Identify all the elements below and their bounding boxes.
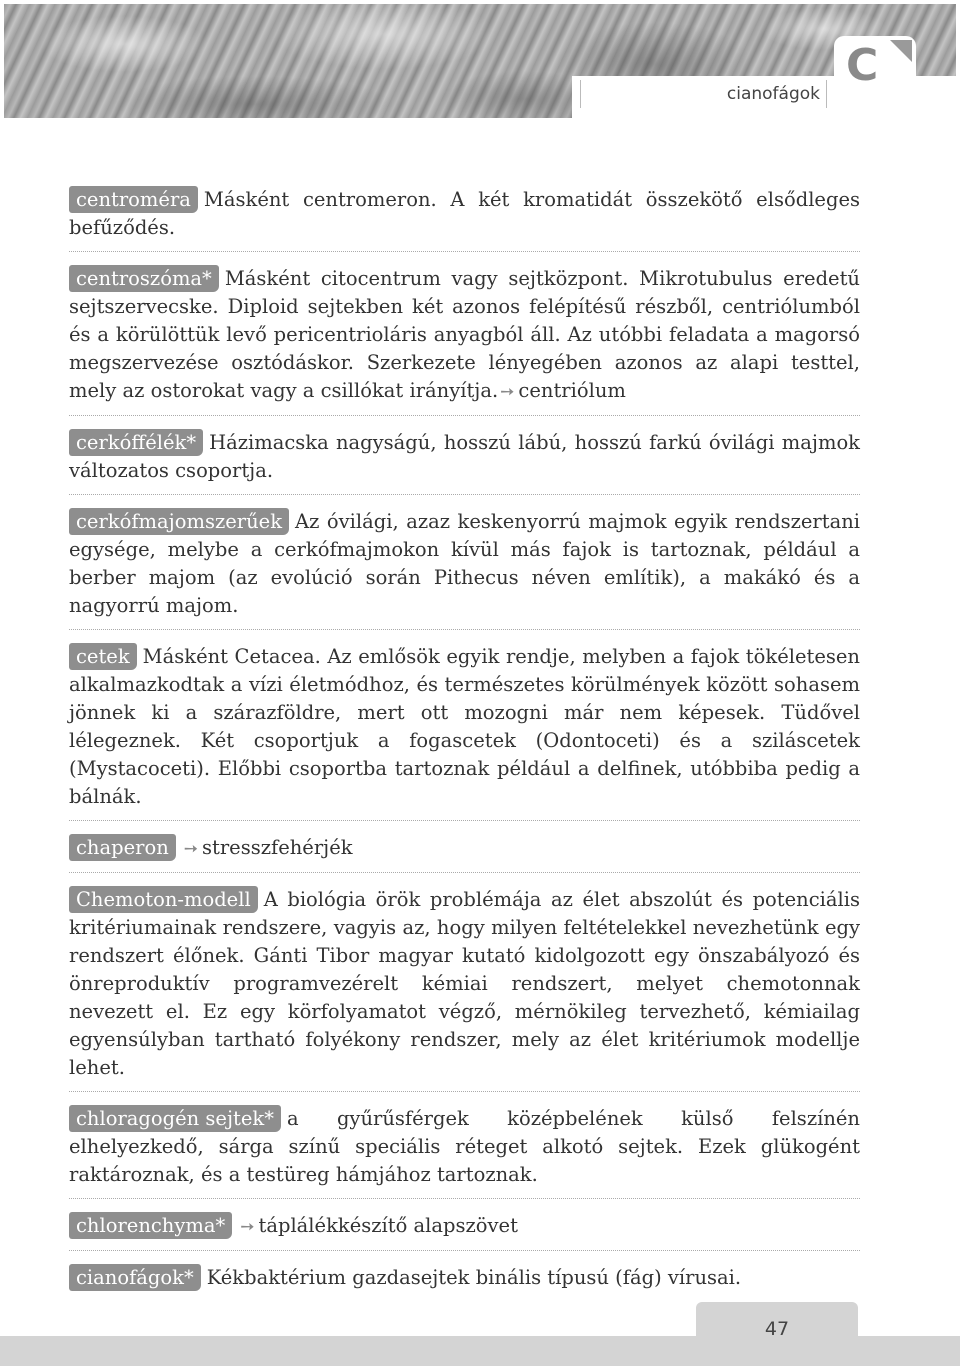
glossary-entry xyxy=(69,834,860,873)
header-rule-left xyxy=(580,80,581,108)
entry-term: centroszóma* xyxy=(69,265,219,292)
entry-cross-reference[interactable]: stresszfehérjék xyxy=(202,836,353,859)
entry-text: Másként citocentrum vagy sejtközpont. Mikrotubulus eredetű sejtszervecske. Diploid sejtekben két azonos felépítésű részből, centriólumból és a körülöttük levő pericentrioláris anyagból áll. Az utóbbi feladata a magorsó megszervezése osztódáskor. Szerkezete lényegében azonos az alapi testtel, mely az ostorokat vagy a csillókat irányítja. xyxy=(69,267,860,402)
entry-term: cerkóffélék* xyxy=(69,429,203,456)
section-letter: C xyxy=(846,40,879,91)
glossary-entry xyxy=(69,1105,860,1199)
entry-text: Másként centromeron. A két kromatidát összekötő elsődleges befűződés. xyxy=(69,188,860,239)
header-rule-right xyxy=(826,80,827,108)
entry-text: Házimacska nagyságú, hosszú lábú, hosszú farkú óvilági majmok változatos csoportja. xyxy=(69,431,860,482)
entry-text: a gyűrűsférgek középbelének külső felszínén elhelyezkedő, sárga színű speciális réteget alkotó sejtek. Ezek glükogént raktároznak, és a testüreg hámjához tartoznak. xyxy=(69,1107,860,1186)
glossary-entry xyxy=(69,265,860,416)
entry-text: Másként Cetacea. Az emlősök egyik rendje, melyben a fajok tökéletesen alkalmazkodtak a vízi életmódhoz, és természetes körülmények között sohasem jönnek ki a szárazföldre, mert ott mozogni már nem képesek. Tüdővel lélegeznek. Két csoportjuk a fogascetek (Odontoceti) és a sziláscetek (Mystacoceti). Előbbi csoportba tartoznak például a delfinek, utóbbiba pedig a bálnák. xyxy=(69,645,860,808)
entry-term: chaperon xyxy=(69,834,176,861)
glossary-entry xyxy=(69,186,860,252)
corner-fold-icon xyxy=(890,40,912,62)
entry-text: Az óvilági, azaz keskenyorrú majmok egyik rendszertani egysége, melybe a cerkófmajmokon kívül más fajok is tartoznak, például a berber majom (az evolúció során Pithecus néven említik), a makákó és a nagyorrú majom. xyxy=(69,510,860,617)
entry-text: Kékbaktérium gazdasejtek binális típusú (fág) vírusai. xyxy=(206,1266,742,1289)
glossary-entry xyxy=(69,508,860,630)
running-head: cianofágok xyxy=(726,84,820,104)
glossary-entry xyxy=(69,886,860,1092)
entry-cross-reference[interactable]: táplálékkészítő alapszövet xyxy=(258,1214,518,1237)
entry-term: cianofágok* xyxy=(69,1264,201,1291)
entry-cross-reference[interactable]: centriólum xyxy=(518,379,626,402)
entry-term: chlorenchyma* xyxy=(69,1212,232,1239)
glossary-entries xyxy=(69,186,860,1314)
glossary-entry xyxy=(69,1212,860,1251)
glossary-entry xyxy=(69,1264,860,1301)
page-number: 47 xyxy=(764,1318,790,1340)
cross-reference-arrow-icon: ➙ xyxy=(183,839,198,859)
entry-text: A biológia örök problémája az élet abszolút és potenciális kritériumainak rendszere, vagyis az, hogy milyen feltételekkel nevezhetünk egy rendszert élőnek. Gánti Tibor magyar kutató kidolgozott egy önszabályozó és önreproduktív programvezérelt kémiai rendszert, melyet chemotonnak nevezett el. Ez egy körfolyamatot végző, mérnökileg tervezhető, kémiailag egyensúlyban tartható folyékony rendszer, mely az élet kritériumok modellje lehet. xyxy=(69,888,860,1079)
entry-term: chloragogén sejtek* xyxy=(69,1105,281,1132)
cross-reference-arrow-icon: ➙ xyxy=(500,382,515,402)
entry-term: cerkófmajomszerűek xyxy=(69,508,289,535)
cross-reference-arrow-icon: ➙ xyxy=(240,1217,255,1237)
entry-term: centroméra xyxy=(69,186,198,213)
glossary-entry xyxy=(69,643,860,821)
entry-term: Chemoton-modell xyxy=(69,886,258,913)
entry-term: cetek xyxy=(69,643,137,670)
glossary-entry xyxy=(69,429,860,495)
